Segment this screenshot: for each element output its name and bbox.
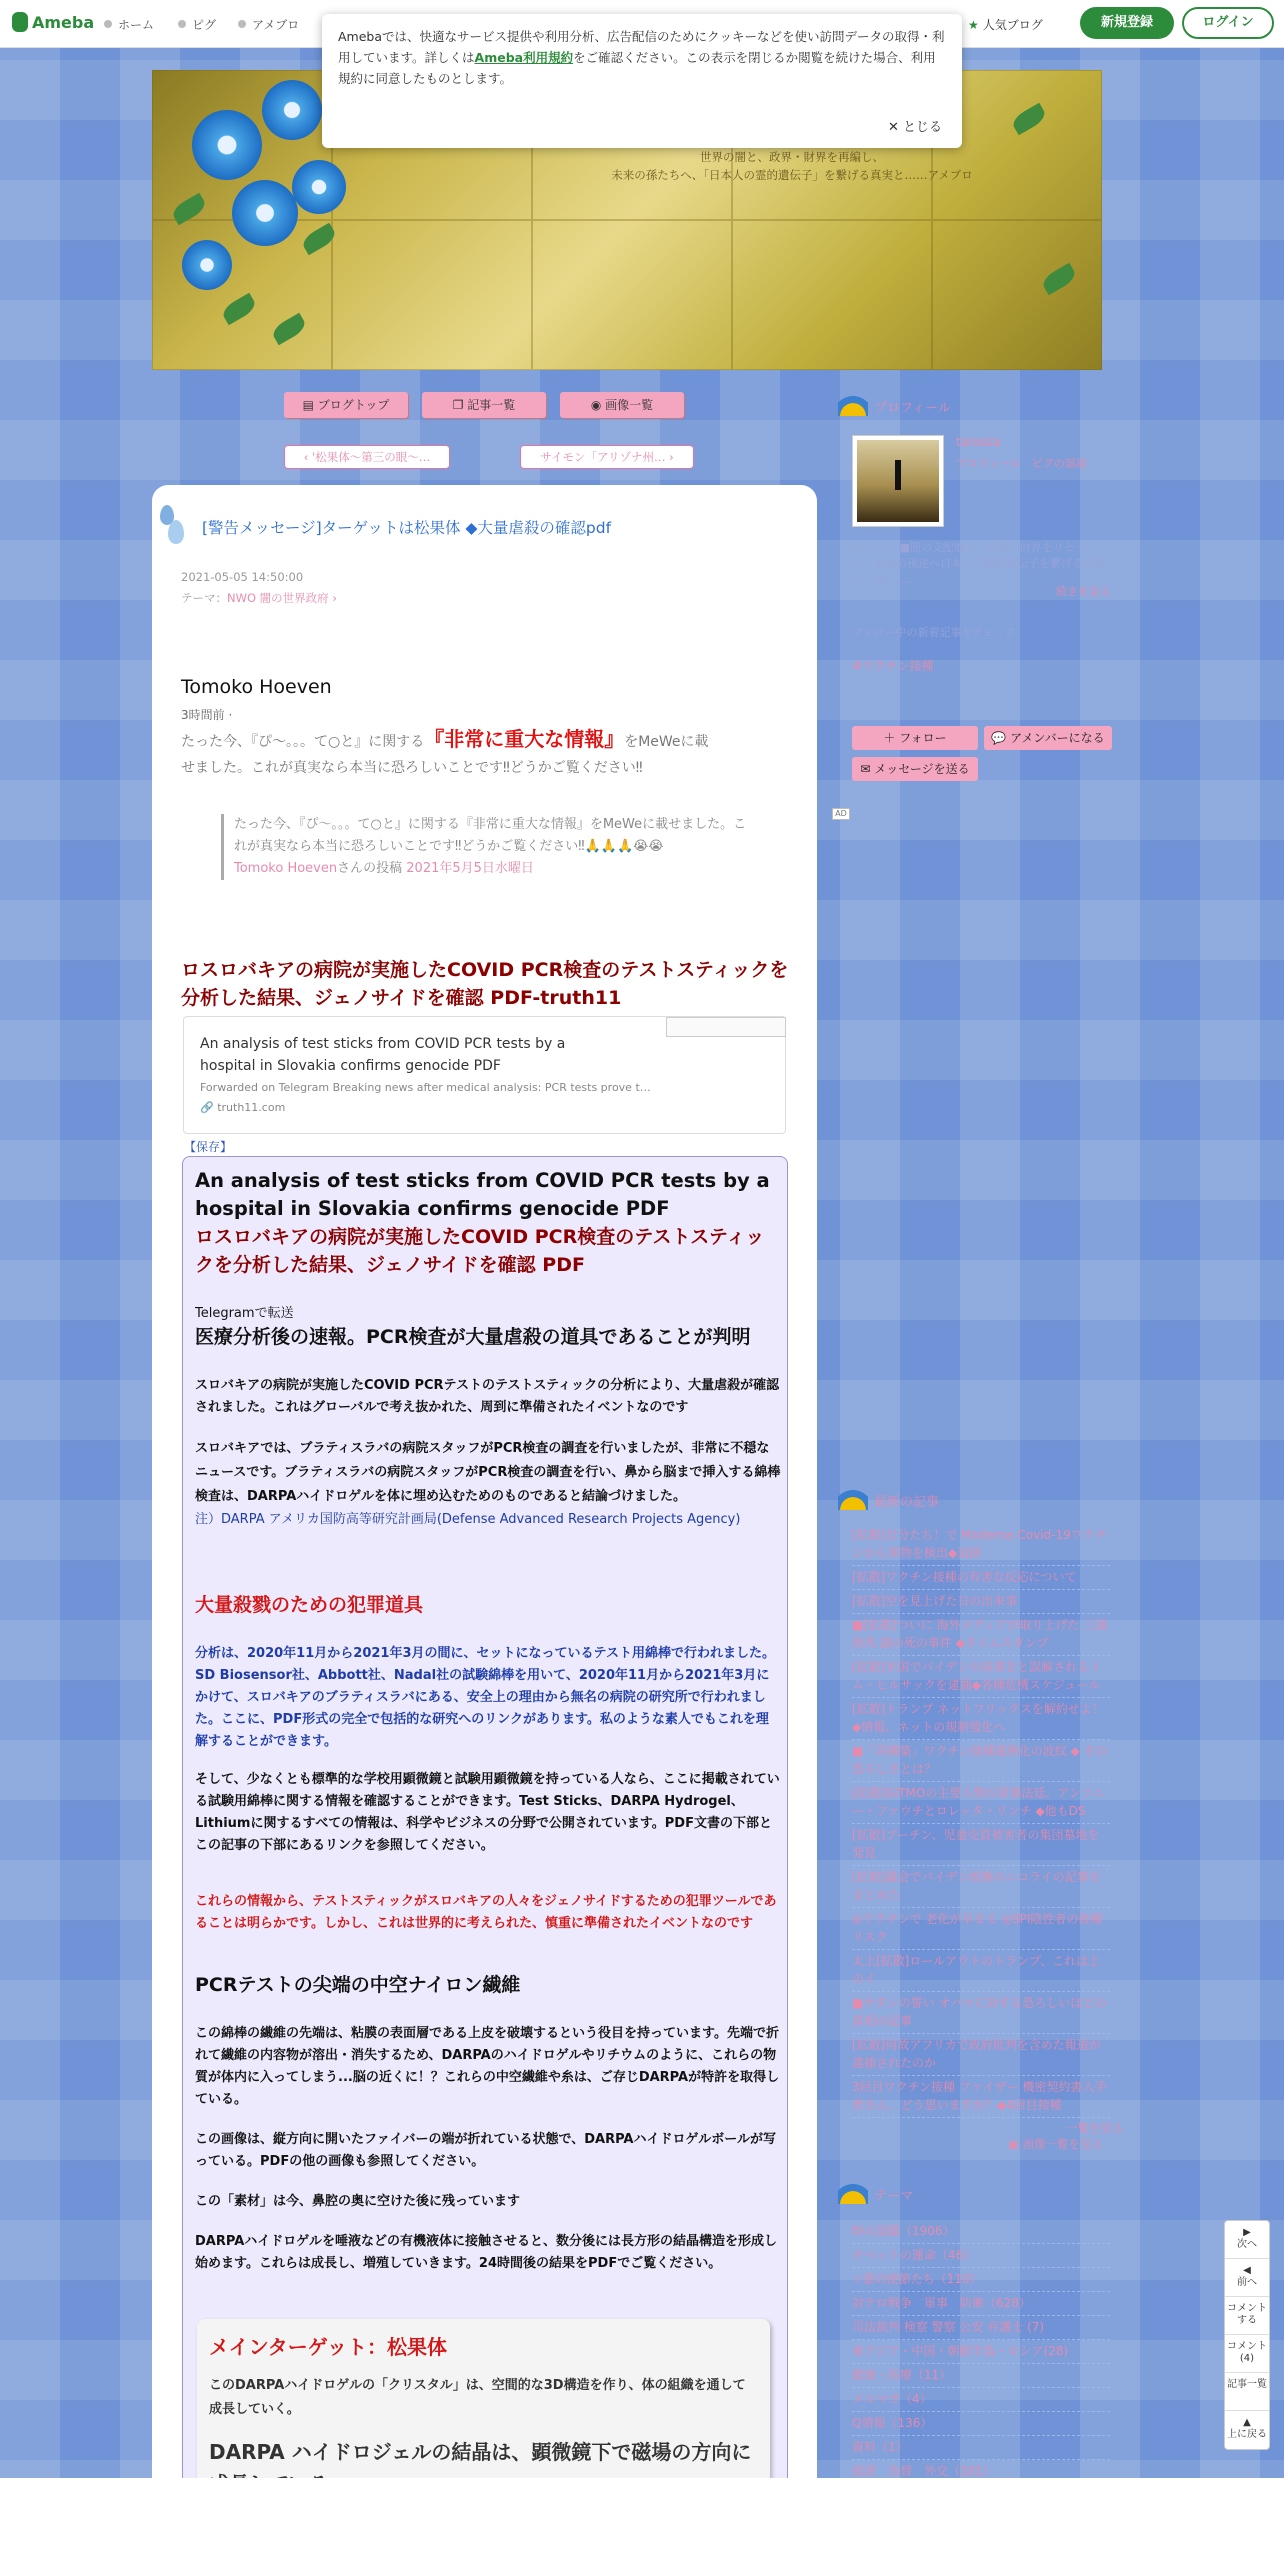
- recent-article-link[interactable]: [拡散]議会でバイデン政権のニコライの記事をまとめた: [852, 1866, 1110, 1908]
- theme-link[interactable]: 時の話題（1906）: [852, 2220, 1110, 2244]
- profile-avatar[interactable]: [852, 435, 944, 527]
- quote-author-link[interactable]: Tomoko Hoeven: [234, 861, 338, 876]
- article-date: 2021-05-05 14:50:00: [181, 570, 304, 584]
- signup-button[interactable]: 新規登録: [1080, 7, 1174, 39]
- article-list-button[interactable]: ❐ 記事一覧: [422, 392, 546, 418]
- header-description: 世界の闇と、政界・財界を再編し、 未来の孫たちへ、「日本人の霊的遺伝子」を繋げる真実と……アメブロ: [611, 150, 973, 182]
- terms-link[interactable]: Ameba利用規約: [474, 50, 574, 65]
- article-title[interactable]: [警告メッセージ]ターゲットは松果体 ◆大量虐殺の確認pdf: [202, 519, 612, 537]
- profile-description: ようこそ ■闇の支配層と、政界・財界をリセットし、未来の孫達へ日本人の霊的遺伝子を繋げる真実と、DS……: [852, 541, 1105, 586]
- next-article-button[interactable]: ▶ 次へ: [1225, 2221, 1269, 2259]
- pigg-icon: [178, 20, 186, 28]
- recent-article-link[interactable]: 太上[拡散]ロールアウトのトランプ、これは上のイ: [852, 1950, 1110, 1992]
- copy-icon: ❐: [452, 398, 468, 412]
- hashtag-link[interactable]: #ワクチン接種: [852, 659, 934, 673]
- save-label: 【保存】: [184, 1140, 233, 1154]
- recent-article-link[interactable]: [拡散]米国でバイデンの肩書きと誤解されるトム・ヒルサックを逮捕◆各種危機スケジュール: [852, 1656, 1110, 1698]
- profile-name-link[interactable]: tarooza: [956, 435, 1002, 449]
- ameblo-icon: [238, 20, 246, 28]
- next-post-link[interactable]: サイモン「アリゾナ州… ›: [520, 445, 694, 469]
- back-to-top-button[interactable]: ▲ 上に戻る: [1227, 2417, 1267, 2440]
- comment-button[interactable]: コメントする: [1225, 2297, 1269, 2335]
- box-paragraph-6: この綿棒の繊維の先端は、粘膜の表面層である上皮を破壊するという役目を持っています。先端で折れて繊維の内容物が溶出・消失するため、DARPAのハイドロゲルやリチウムのように、これらの物質が体内に入ってしまう...脳の近くに！？これらの中空繊維や糸は、ご存じDARPAが特許を取得している。: [195, 2026, 780, 2107]
- floating-navigation: [1224, 2220, 1270, 2450]
- image-icon: ▣: [1008, 2137, 1023, 2151]
- camera-icon: ◉: [590, 398, 606, 412]
- recent-article-link[interactable]: [拡散]空を見上げた日の出来事: [852, 1590, 1110, 1614]
- theme-link[interactable]: ☆霊の使節たち（110）: [852, 2268, 1110, 2292]
- image-list-more-link[interactable]: ▣ 画像一覧を見る: [1008, 2137, 1104, 2151]
- nav-home[interactable]: ホーム: [104, 16, 154, 33]
- follow-button[interactable]: ＋ フォロー: [852, 726, 978, 750]
- link-card-url: 🔗 truth11.com: [200, 1101, 286, 1114]
- amember-button[interactable]: 💬 アメンバーになる: [984, 726, 1112, 750]
- nav-pigg[interactable]: ピグ: [178, 16, 216, 33]
- theme-link[interactable]: 健康・医療（11）: [852, 2364, 1110, 2388]
- box-heading-1: 医療分析後の速報。PCR検査が大量虐殺の道具であることが判明: [195, 1326, 751, 1348]
- box-paragraph-5: これらの情報から、テストスティックがスロバキアの人々をジェノサイドするための犯罪ツールであることは明らかです。しかし、これは世界的に考えられた、慎重に準備されたイベントなのです: [195, 1894, 777, 1931]
- umbrella-icon: [838, 392, 868, 416]
- cookie-close-button[interactable]: ✕ とじる: [887, 120, 942, 135]
- recent-article-link[interactable]: 3回目ワクチン接種 ファイザー 機密契約書入手 皆さん、どう思いますか？◆4回目接種: [852, 2076, 1110, 2118]
- recent-article-link[interactable]: ◎ワクチンで 老化が早まる ◎SPI陰性者の接種リスク: [852, 1908, 1110, 1950]
- link-card-thumbnail: [666, 1017, 786, 1037]
- box-paragraph-8: この「素材」は今、鼻腔の奥に空けた後に残っています: [195, 2194, 521, 2209]
- recent-article-link[interactable]: [拡散]自分たち！で Moderna Covid-19ワクチンから異物を検出◆追跡: [852, 1524, 1110, 1566]
- pdf-heading: ロスロバキアの病院が実施したCOVID PCR検査のテストスティックを分析した結果、ジェノサイドを確認 PDF-truth11: [181, 959, 789, 1009]
- page-footer: [0, 2478, 1284, 2568]
- theme-link[interactable]: 対テロ戦争 軍事 防衛（628）: [852, 2292, 1110, 2316]
- up-arrow-icon: ▲: [1243, 2417, 1251, 2428]
- box-jp-title: ロスロバキアの病院が実施したCOVID PCR検査のテストスティックを分析した結果、ジェノサイドを確認 PDF: [195, 1226, 765, 1276]
- recent-article-link[interactable]: ■[拡散]ついに 海外メディアが取り上げた 三浦春馬 謎の死の事件 ◆タイムスタンプ: [852, 1614, 1110, 1656]
- theme-link[interactable]: NWO 闇の世界政府: [227, 591, 329, 605]
- recent-articles-heading: 最新の記事: [838, 1486, 939, 1510]
- profile-read-more-link[interactable]: 続きを見る: [1056, 585, 1111, 598]
- box-en-title: An analysis of test sticks from COVID PCR tests by a hospital in Slovakia confirms genocide PDF: [195, 1169, 770, 1220]
- profile-links[interactable]: プロフィール ピグの部屋: [956, 457, 1087, 470]
- recent-article-link[interactable]: [拡散]トランプ ネットフリックスを解約せよ！◆情報、ネットの規制強化へ: [852, 1698, 1110, 1740]
- box-paragraph-7: この画像は、縦方向に開いたファイバーの端が折れている状態で、DARPAハイドロゲルボールが写っている。PDFの他の画像も参照してください。: [195, 2132, 776, 2169]
- box-paragraph-1: スロバキアの病院が実施したCOVID PCRテストのテストスティックの分析により、大量虐殺が確認されました。これはグローバルで考え抜かれた、周到に準備されたイベントなのです: [195, 1378, 780, 1415]
- mail-icon: ✉: [860, 762, 875, 776]
- follow-info: フォロー中の新着記事をチェック: [852, 626, 1017, 639]
- recent-article-link[interactable]: [拡散]何故アフリカで政府批判を含めた報道が逮捕されたのか: [852, 2034, 1110, 2076]
- box-paragraph-9: DARPAハイドロゲルを唾液などの有機液体に接触させると、数分後には長方形の結晶構造を形成し始めます。これらは成長し、増殖していきます。24時間後の結果をPDFでご覧ください。: [195, 2234, 777, 2271]
- link-icon: 🔗: [200, 1101, 214, 1114]
- box-paragraph-2: スロバキアでは、ブラティスラバの病院スタッフがPCR検査の調査を行いましたが、非常に不穏なニュースです。ブラティスラバの病院スタッフがPCR検査の調査を行い、鼻から脳まで挿入する綿棒検査は、DARPAハイドロゲルを体に埋め込むためのものであると結論づけました。: [195, 1441, 781, 1504]
- login-button[interactable]: ログイン: [1182, 7, 1274, 39]
- theme-link[interactable]: Q情報（136）: [852, 2412, 1110, 2436]
- theme-link[interactable]: チベットの運命（46）: [852, 2244, 1110, 2268]
- image-list-button[interactable]: ◉ 画像一覧: [560, 392, 684, 418]
- theme-link[interactable]: メルマガ（4）: [852, 2388, 1110, 2412]
- previous-post-link[interactable]: ‹ '松果体〜第三の眼〜…: [284, 445, 450, 469]
- home-icon: [104, 20, 112, 28]
- link-card-description: Forwarded on Telegram Breaking news after medical analysis: PCR tests prove t…: [200, 1081, 651, 1094]
- speech-bubble-icon: 💬: [991, 731, 1011, 745]
- recent-article-link[interactable]: [拡散]GITMOの主要人物の軍事法廷、アンソニー・ファウチとロレッタ・リンチ ◆他もDS: [852, 1782, 1110, 1824]
- blog-top-button[interactable]: ▤ ブログトップ: [284, 392, 408, 418]
- nav-ameblo[interactable]: アメブロ: [238, 16, 299, 33]
- link-card-title: An analysis of test sticks from COVID PCR tests by a hospital in Slovakia confirms genocide PDF: [200, 1036, 566, 1074]
- star-icon: ★: [968, 18, 979, 32]
- article-list-button[interactable]: 記事一覧: [1225, 2373, 1269, 2411]
- umbrella-icon: [838, 2180, 868, 2204]
- darpa-note[interactable]: 注）DARPA アメリカ国防高等研究計画局(Defense Advanced Research Projects Agency): [195, 1512, 741, 1527]
- main-target-paragraph: このDARPAハイドロゲルの「クリスタル」は、空間的な3D構造を作り、体の組織を通して成長していく。: [209, 2378, 746, 2417]
- quote-date-link[interactable]: 2021年5月5日水曜日: [406, 861, 534, 876]
- recent-list-more-link[interactable]: 一覧を見る: [1066, 2121, 1124, 2135]
- umbrella-icon: [838, 1486, 868, 1510]
- box-paragraph-4: そして、少なくとも標準的な学校用顕微鏡と試験用顕微鏡を持っている人なら、ここに掲載されている試験用綿棒に関する情報を確認することができます。Test Sticks、DARPA Hydrogel、Lithiumに関するすべての情報は、科学やビジネスの分野で公開されています。PDF文書の下部とこの記事の下部にあるリンクを参照してください。: [195, 1772, 780, 1853]
- recent-article-link[interactable]: ■「再構築」ワクチン接種義務化の波紋 ◆ その恐ろしさとは？: [852, 1740, 1110, 1782]
- recent-article-link[interactable]: [拡散]ワクチン接種の有害な反応について: [852, 1566, 1110, 1590]
- themes-heading: テーマ: [838, 2180, 913, 2204]
- box-heading-3: PCRテストの尖端の中空ナイロン繊維: [195, 1974, 521, 1996]
- play-icon: ▶: [1243, 2227, 1251, 2238]
- recent-article-link[interactable]: [拡散]プーチン、児童売買被害者の集団墓地を発見: [852, 1824, 1110, 1866]
- ameba-mascot-icon: [12, 12, 28, 32]
- article-theme: テーマ：NWO 闇の世界政府 ›: [181, 591, 337, 605]
- link-card[interactable]: [183, 1016, 786, 1134]
- theme-link[interactable]: 経済 為替 外交（101）: [852, 2460, 1110, 2484]
- recent-article-link[interactable]: ■サタンの誓い オバマに対する恐ろしいほどの真相の記事: [852, 1992, 1110, 2034]
- comment-count-button[interactable]: コメント(4): [1225, 2335, 1269, 2373]
- cookie-consent-banner: Amebaでは、快適なサービス提供や利用分析、広告配信のためにクッキーなどを使い訪問データの取得・利用しています。詳しくはAmeba利用規約をご確認ください。この表示を閉じるか閲覧を続けた場合、利用規約に同意したものとします。 ✕ とじる: [322, 14, 962, 148]
- water-drop-icon: [168, 520, 184, 544]
- theme-link[interactable]: 司法裁判 検察 警察 公安 弁護士 (7): [852, 2316, 1110, 2340]
- back-icon: ◀: [1243, 2265, 1251, 2276]
- post-author: Tomoko Hoeven: [181, 676, 332, 698]
- popular-blogs-link[interactable]: ★ 人気ブログ: [968, 18, 1043, 32]
- box-heading-2: 大量殺戮のための犯罪道具: [195, 1594, 424, 1616]
- plus-icon: ＋: [883, 731, 900, 745]
- box-paragraph-3: 分析は、2020年11月から2021年3月の間に、セットになっているテスト用綿棒で行われました。SD Biosensor社、Abbott社、Nadal社の試験綿棒を用いて、2020年11月から2021年3月にかけて、スロバキアのブラティスラバにある、安全上の理由から無名の病院の研究所で行われました。ここに、PDF形式の完全で包括的な研究へのリンクがあります。私のような素人でもこれを理解することができます。: [195, 1646, 775, 1749]
- main-target-heading: DARPA ハイドロジェルの結晶は、顕微鏡下で磁場の方向に: [209, 2440, 752, 2464]
- profile-heading: プロフィール: [838, 392, 951, 416]
- document-icon: ▤: [302, 398, 318, 412]
- embedded-post-quote: たった今、『ぴ〜。。。て○と』に関する『非常に重大な情報』をMeWeに載せました。これが真実なら本当に恐ろしいことです‼︎どうかご覧ください‼︎🙏🙏🙏😭😭 Tomoko Hoevenさんの投稿 2021年5月5日水曜日: [221, 814, 751, 880]
- themes-list: [852, 2220, 1110, 2484]
- ameba-logo[interactable]: Ameba: [12, 12, 94, 32]
- send-message-button[interactable]: ✉ メッセージを送る: [852, 757, 978, 781]
- lead-paragraph: たった今、『ぴ〜。。。て○と』に関する『非常に重大な情報』をMeWeに載せました。これが真実なら本当に恐ろしいことです‼︎どうかご覧ください‼︎: [181, 727, 709, 776]
- recent-articles-list: [852, 1524, 1110, 2118]
- post-time: 3時間前 ·: [181, 708, 233, 722]
- telegram-forward: Telegramで転送: [195, 1306, 294, 1321]
- theme-link[interactable]: 資料（1）: [852, 2436, 1110, 2460]
- theme-link[interactable]: 東アジア・中国・朝鮮半島・ロシア(28): [852, 2340, 1110, 2364]
- prev-article-button[interactable]: ◀ 前へ: [1225, 2259, 1269, 2297]
- main-target-title: メインターゲット：松果体: [209, 2335, 447, 2359]
- translated-content-box: [182, 1156, 788, 2568]
- ad-badge: AD: [832, 808, 850, 820]
